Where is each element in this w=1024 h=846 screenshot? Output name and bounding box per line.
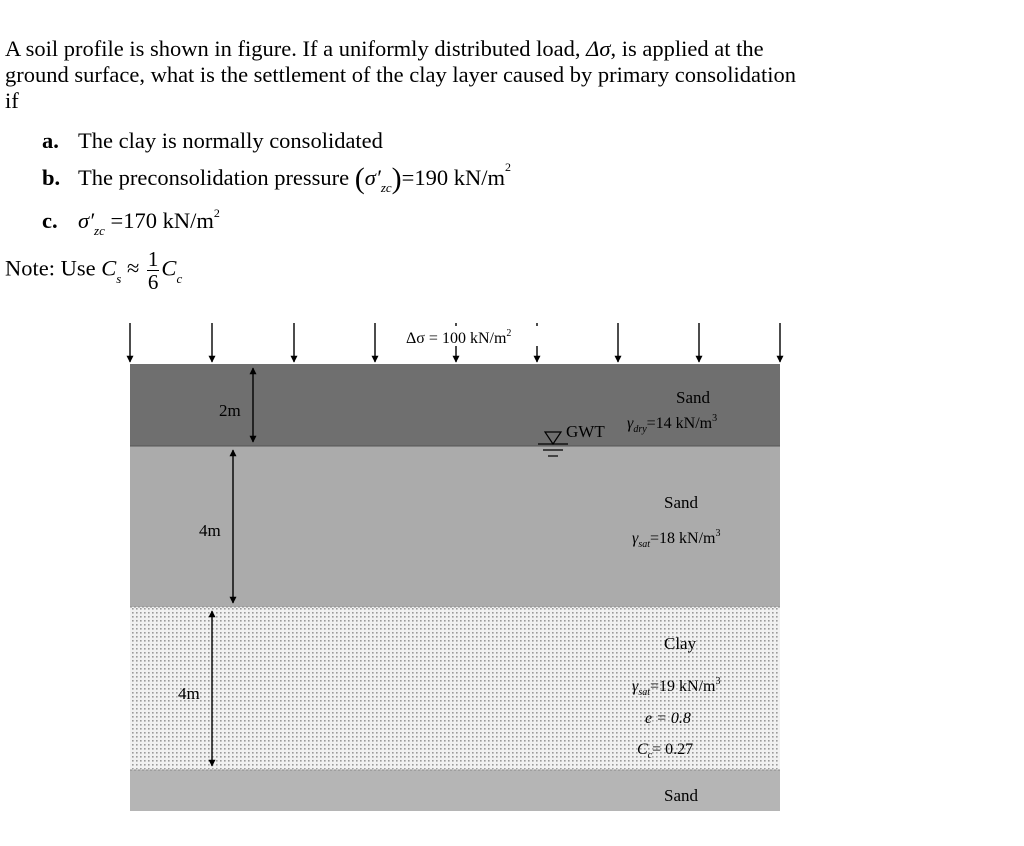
layer-2-name: Sand (664, 493, 698, 512)
problem-line-3: if (5, 88, 19, 113)
layer-3-void-ratio: e = 0.8 (645, 710, 691, 727)
thickness-label-layer-1: 2m (219, 401, 241, 420)
fraction-one-sixth: $\frac{1}{6}$ (147, 247, 159, 294)
thickness-label-layer-3: 4m (178, 684, 200, 703)
layer-3-unit-weight: $\gamma_{sat}=19$ $kN/m^3$ (632, 676, 721, 698)
item-a: a. The clay is normally consolidated (42, 128, 383, 153)
load-label: Δσ = 100 $kN/m^2$ (406, 328, 512, 347)
layer-2-unit-weight: $\gamma_{sat}=18$ $kN/m^3$ (632, 528, 721, 550)
layer-4-name: Sand (664, 786, 698, 805)
layer-1-name: Sand (676, 388, 710, 407)
layer-1-unit-weight: $\gamma_{dry}=14$ $kN/m^3$ (627, 413, 718, 435)
note: Note: Use $C_s$ ≈ $\frac{1}{6}$ $C_c$ (5, 247, 183, 294)
gwt-label: GWT (566, 422, 605, 441)
problem-line-1: A soil profile is shown in figure. If a uniformly distributed load, Δσ, is applied at the (5, 36, 764, 61)
problem-line-2: ground surface, what is the settlement of the clay layer caused by primary consolidation (5, 62, 796, 87)
delta-sigma: Δσ (586, 36, 611, 61)
layer-3-compression-index: $C_c= 0.27$ (637, 741, 694, 761)
layer-3-name: Clay (664, 634, 697, 653)
thickness-label-layer-2: 4m (199, 521, 221, 540)
item-b: b. The preconsolidation pressure $(\sigma'_{zc})=190$ $kN/m^2$ (42, 160, 511, 195)
item-c: c. $\sigma'_{zc} =170$ $kN/m^2$ (42, 206, 220, 238)
layer-sand-sat (130, 446, 780, 607)
